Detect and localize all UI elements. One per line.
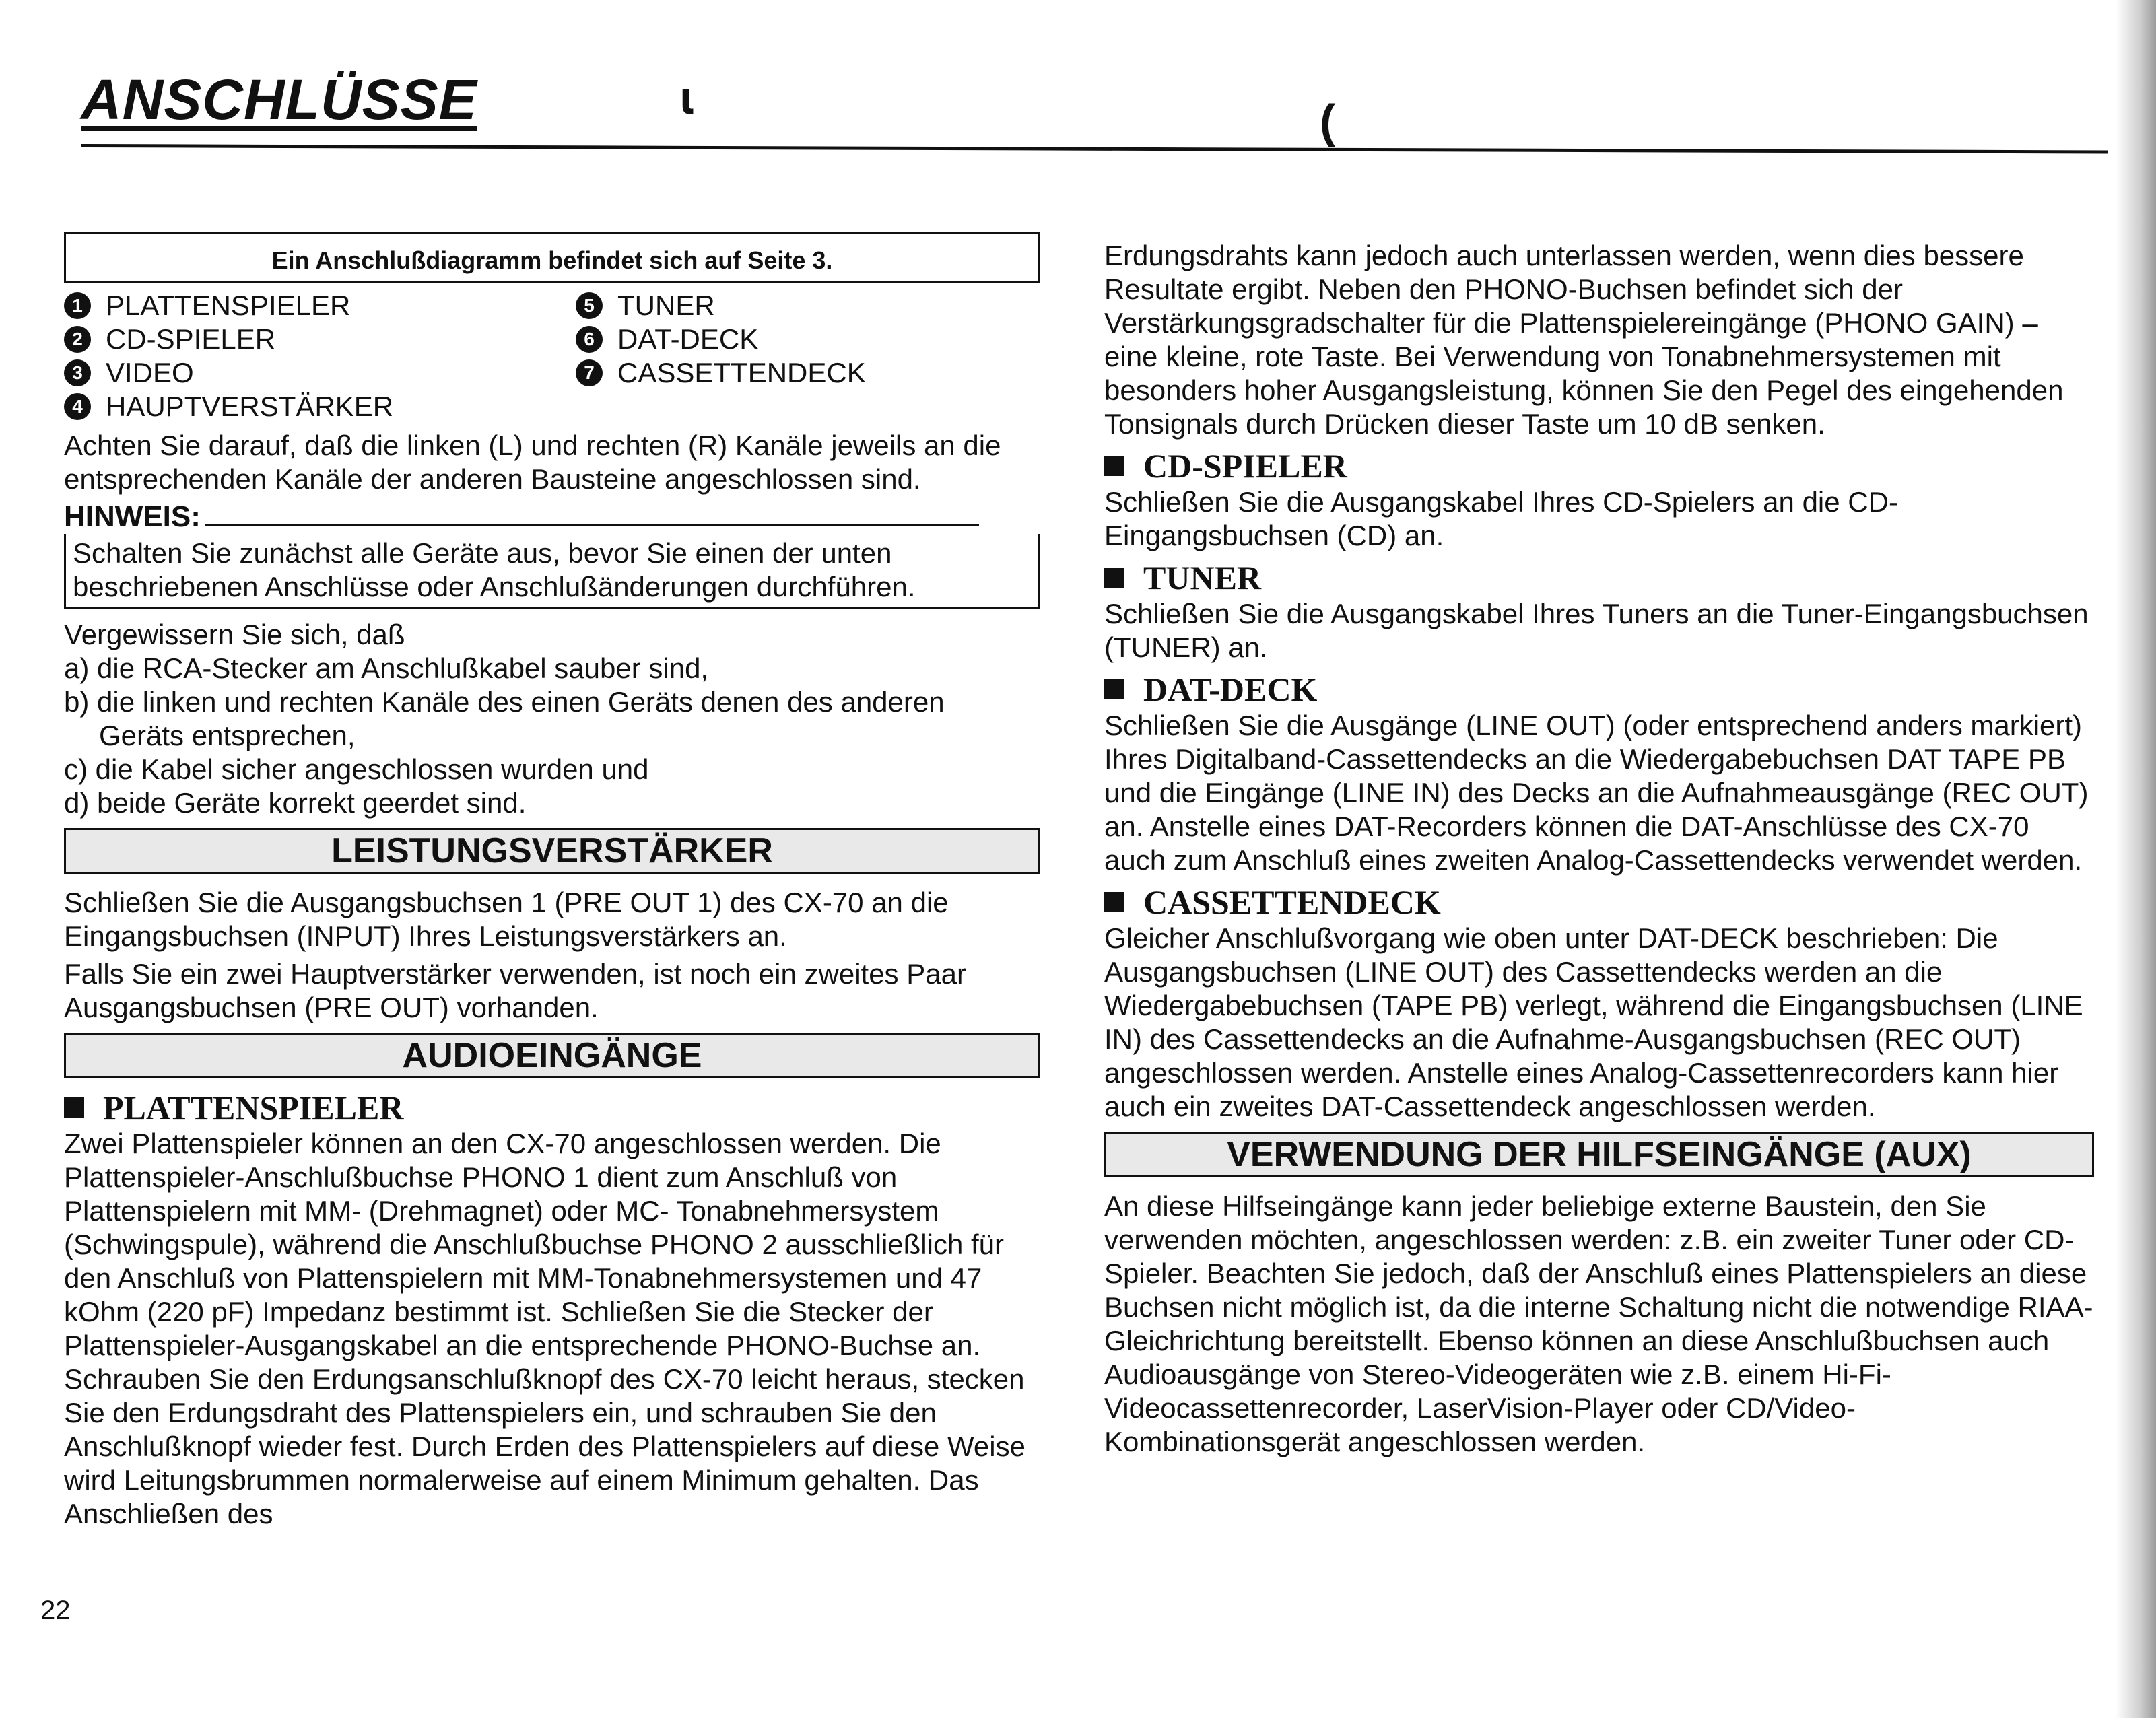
- cassette-paragraph: Gleicher Anschlußvorgang wie oben unter DAT-DECK beschrieben: Die Ausgangsbuchsen (LINE OUT) des Cassettendecks werden an die Wiedergabebuchsen (TAPE PB) verlegt, während die Eingangsbuchsen (LINE IN) des Cassettendecks an die Aufnahme-Ausgangsbuchsen (REC OUT) angeschlossen werden. Anstelle eines Analog-Cassettenrecorders kann hier auch ein zweites DAT-Cassettendeck angeschlossen werden.: [1104, 922, 2083, 1122]
- number-badge: 2: [64, 326, 91, 353]
- cassette-heading: [1104, 885, 2094, 919]
- check-item: a) die RCA-Stecker am Anschlußkabel sauber sind,: [64, 652, 709, 684]
- turntable-paragraph: Zwei Plattenspieler können an den CX-70 angeschlossen werden. Die Plattenspieler-Anschlußbuchse PHONO 1 dient zum Anschluß von Plattenspielern mit MM- (Drehmagnet) oder MC- Tonabnehmersystem (Schwingspule), während die Anschlußbuchse PHONO 2 ausschließlich für den Anschluß von Plattenspielern mit MM-Tonabnehmersystemen und 47 kOhm (220 pF) Impedanz bestimmt ist. Schließen Sie die Stecker der Plattenspieler-Ausgangskabel an die entsprechende PHONO-Buchse an. Schrauben Sie den Erdungsanschlußknopf des CX-70 leicht heraus, stecken Sie den Erdungsdraht des Plattenspielers ein, und schrauben Sie den Anschlußknopf wieder fest. Durch Erden des Plattenspielers auf diese Weise wird Leitungsbrummen normalerweise auf einem Minimum gehalten. Das Anschließen des: [64, 1128, 1025, 1530]
- hint-label: HINWEIS:: [64, 500, 1040, 534]
- square-bullet-icon: [1104, 892, 1124, 912]
- diagram-reference-box: Ein Anschlußdiagramm befindet sich auf Seite 3.: [64, 232, 1040, 283]
- right-column: [1104, 239, 2094, 1463]
- channels-paragraph: Achten Sie darauf, daß die linken (L) und rechten (R) Kanäle jeweils an die entsprechenden Kanäle der anderen Bausteine angeschlossen sind.: [64, 430, 1001, 495]
- item-label: PLATTENSPIELER: [106, 289, 351, 321]
- amplifier-paragraph: Schließen Sie die Ausgangsbuchsen 1 (PRE OUT 1) des CX-70 an die Eingangsbuchsen (INPUT) Ihres Leistungsverstärkers an.: [64, 887, 949, 952]
- number-badge: 6: [576, 326, 603, 353]
- item-label: DAT-DECK: [617, 323, 759, 355]
- check-item: d) beide Geräte korrekt geerdet sind.: [64, 787, 527, 819]
- tuner-heading-label: TUNER: [1143, 559, 1262, 596]
- item-label: TUNER: [617, 289, 715, 321]
- cassette-heading-label: CASSETTENDECK: [1143, 883, 1441, 921]
- item-label: HAUPTVERSTÄRKER: [106, 390, 394, 422]
- square-bullet-icon: [1104, 456, 1124, 476]
- check-item: b) die linken und rechten Kanäle des einen Geräts denen des anderen: [64, 686, 945, 718]
- number-badge: 3: [64, 359, 91, 386]
- cd-paragraph: Schließen Sie die Ausgangskabel Ihres CD-Spielers an die CD-Eingangsbuchsen (CD) an.: [1104, 486, 1898, 551]
- dat-heading-label: DAT-DECK: [1143, 671, 1318, 708]
- list-item: [64, 356, 576, 390]
- turntable-heading-label: PLATTENSPIELER: [103, 1089, 404, 1126]
- page-number: 22: [40, 1595, 71, 1625]
- list-item: [64, 322, 576, 356]
- page-edge-shadow: [2116, 0, 2156, 1718]
- aux-heading: VERWENDUNG DER HILFSEINGÄNGE (AUX): [1104, 1132, 2094, 1177]
- item-label: VIDEO: [106, 357, 194, 388]
- check-item: c) die Kabel sicher angeschlossen wurden und: [64, 753, 649, 785]
- dat-paragraph: Schließen Sie die Ausgänge (LINE OUT) (oder entsprechend anders markiert) Ihres Digitalband-Cassettendecks an die Wiedergabebuchsen DAT TAPE PB und die Eingänge (LINE IN) des Decks an die Aufnahmeausgänge (REC OUT) an. Anstelle eines DAT-Recorders können die DAT-Anschlüsse des CX-70 auch zum Anschluß eines zweiten Analog-Cassettendecks verwendet werden.: [1104, 710, 2089, 876]
- component-list: [64, 289, 1040, 423]
- square-bullet-icon: [1104, 679, 1124, 699]
- number-badge: 4: [64, 393, 91, 420]
- item-label: CD-SPIELER: [106, 323, 276, 355]
- check-item-continued: Geräts entsprechen,: [99, 720, 356, 751]
- tuner-heading: [1104, 561, 2094, 594]
- amplifier-paragraph-2: Falls Sie ein zwei Hauptverstärker verwenden, ist noch ein zweites Paar Ausgangsbuchsen (PRE OUT) vorhanden.: [64, 958, 966, 1023]
- turntable-paragraph-continued: Erdungsdrahts kann jedoch auch unterlassen werden, wenn dies bessere Resultate ergibt. Neben den PHONO-Buchsen befindet sich der Verstärkungsgradschalter für die Plattenspielereingänge (PHONO GAIN) – eine kleine, rote Taste. Bei Verwendung von Tonabnehmersystemen mit besonders hoher Ausgangsleistung, können Sie den Pegel des eingehenden Tonsignals durch Drücken dieser Taste um 10 dB senken.: [1104, 240, 2064, 440]
- cd-heading-label: CD-SPIELER: [1143, 447, 1347, 485]
- item-label: CASSETTENDECK: [617, 357, 866, 388]
- page-title: ANSCHLÜSSE: [81, 68, 477, 131]
- dat-heading: [1104, 673, 2094, 706]
- binding-mark: ɩ: [680, 71, 694, 124]
- binding-mark: (: [1320, 95, 1336, 147]
- cd-heading: [1104, 449, 2094, 483]
- number-badge: 5: [576, 292, 603, 319]
- list-item: [576, 322, 1047, 356]
- tuner-paragraph: Schließen Sie die Ausgangskabel Ihres Tuners an die Tuner-Eingangsbuchsen (TUNER) an.: [1104, 598, 2089, 663]
- list-item: [64, 289, 576, 322]
- check-intro: Vergewissern Sie sich, daß: [64, 619, 405, 650]
- title-rule: [81, 144, 2108, 153]
- amplifier-heading: LEISTUNGSVERSTÄRKER: [64, 828, 1040, 874]
- left-column: [64, 232, 1040, 1535]
- list-item: [64, 390, 576, 423]
- square-bullet-icon: [64, 1097, 84, 1118]
- hint-text: Schalten Sie zunächst alle Geräte aus, bevor Sie einen der unten beschriebenen Anschlüsse oder Anschlußänderungen durchführen.: [73, 537, 916, 603]
- list-item: [576, 356, 1047, 390]
- aux-paragraph: An diese Hilfseingänge kann jeder beliebige externe Baustein, den Sie verwenden möchten, angeschlossen werden: z.B. ein zweiter Tuner oder CD-Spieler. Beachten Sie jedoch, daß der Anschluß eines Plattenspielers an diese Buchsen nicht möglich ist, da die interne Schaltung nicht die notwendige RIAA-Gleichrichtung bereitstellt. Ebenso können an diese Anschlußbuchsen auch Audioausgänge von Stereo-Videogeräten wie z.B. einem Hi-Fi- Videocassettenrecorder, LaserVision-Player oder CD/Video- Kombinationsgerät angeschlossen werden.: [1104, 1190, 2093, 1457]
- turntable-heading: [64, 1091, 1040, 1124]
- number-badge: 7: [576, 359, 603, 386]
- audio-inputs-heading: AUDIOEINGÄNGE: [64, 1033, 1040, 1078]
- square-bullet-icon: [1104, 568, 1124, 588]
- hint-box: [64, 534, 1040, 609]
- list-item: [576, 289, 1047, 322]
- number-badge: 1: [64, 292, 91, 319]
